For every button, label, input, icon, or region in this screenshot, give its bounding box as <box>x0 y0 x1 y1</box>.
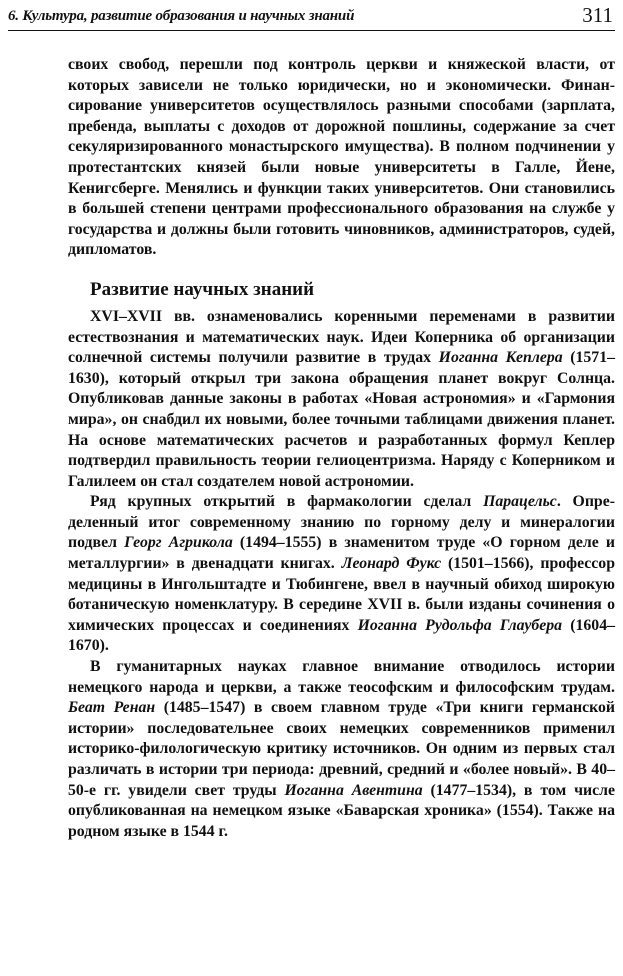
person-name: Иоганна Авентина <box>284 781 423 799</box>
text-run: (1485–1547) в своем главном труде «Три книги германской истории» последовательнее своих немецких современников применил историко-филологическую критику источников. Он одним из первых стал различать в истории три периода: древний, средний и «более новый». В 40–50-е гг. увидели свет труды <box>68 699 615 799</box>
paragraph-1: своих свобод, перешли под контроль церкви и княжеской власти, от которых зависели не только юридически, но и экономически. Финансирование университетов осуществлялось разными способами (зарплата, пребенда, выплаты с доходов от дорожной пошлины, содержание за счет секуляризированного монастырского имущества). В полном подчинении у протестантских князей были новые университеты в Галле, Йене, Кенигсберге. Менялись и функции таких университетов. Они становились в большей степени центрами профессионального образования на службе у государства и должны были готовить чиновников, администраторов, судей, дипломатов. <box>68 56 615 259</box>
text-run: (1604–1670). <box>68 616 615 655</box>
page-header <box>8 0 615 31</box>
person-name: Парацельс <box>483 493 557 511</box>
person-name: Иоганна Кеплера <box>438 349 563 367</box>
paragraph-2 <box>68 307 615 492</box>
paragraph-4 <box>68 657 615 842</box>
text-run: XVI–XVII вв. ознаменовались коренными переменами в развитии естествознания и математических наук. Идеи Коперника об организации солнечной системы получили развитие в трудах <box>68 307 615 367</box>
person-name: Леонард Фукс <box>341 555 442 573</box>
person-name: Иоганна Рудольфа Глаубера <box>357 616 563 634</box>
text-run: (1494–1555) в знаменитом труде «О горном деле и металлургии» в двенадцати книгах. <box>68 534 615 573</box>
person-name: Георг Агрикола <box>124 534 233 552</box>
text-run: Ряд крупных открытий в фармакологии сделал <box>90 493 484 511</box>
person-name: Беат Ренан <box>68 699 156 717</box>
text-run: . Определенный итог современному знанию по горному делу и минералогии подвел <box>68 493 615 552</box>
paragraph-3 <box>68 492 615 657</box>
text-run: (1571–1630), который открыл три закона обращения планет вокруг Солнца. Опубликовав данные законы в работах «Новая астрономия» и «Гармония мира», он снабдил их новыми, более точными таблицами движения планет. На основе математических расчетов и разработанных формул Кеплер подтвердил правильность теории гелиоцентризма. Наряду с Коперником и Галилеем он стал создателем новой астрономии. <box>68 349 616 490</box>
body-text <box>68 55 615 842</box>
section-heading: Развитие научных знаний <box>90 278 315 300</box>
text-run: (1477–1534), в том числе опубликованная на немецком языке «Баварская хроника» (1554). Также на родном языке в 1544 г. <box>68 781 615 840</box>
page-number: 311 <box>582 3 613 27</box>
text-run: В гуманитарных науках главное внимание отводилось истории немецкого народа и церкви, а также теософским и философским трудам. <box>68 658 615 696</box>
running-head: 6. Культура, развитие образования и научных знаний <box>8 8 355 24</box>
text-run: (1501–1566), профессор медицины в Ингольштадте и Тюбингене, ввел в научный обиход широкую ботаническую номенклатуру. В середине XVII в. были изданы сочинения о химических процессах и соединениях <box>68 555 615 634</box>
